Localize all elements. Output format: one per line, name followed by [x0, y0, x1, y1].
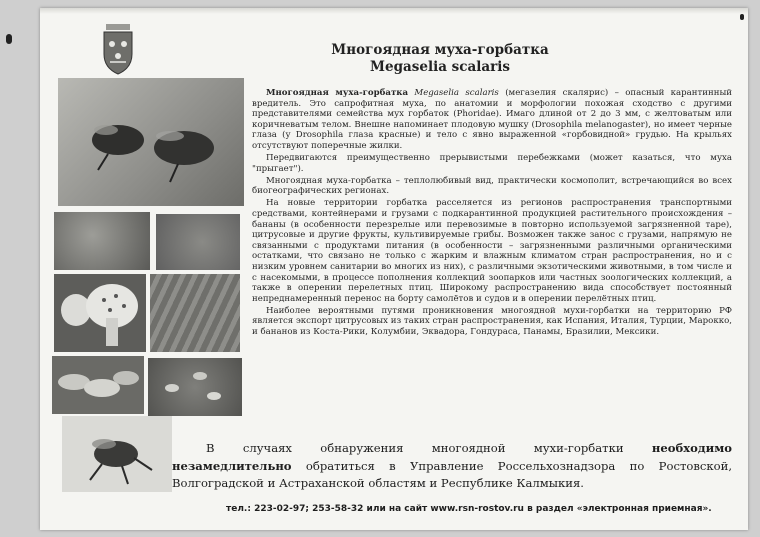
photo-larvae-close — [156, 214, 240, 270]
photo-pupae-scattered — [148, 358, 242, 416]
paragraph-intro — [252, 88, 732, 152]
alert-emphasis: необходимо незамедлительно — [172, 441, 733, 473]
intro-text: (мегазелия скалярис) – опасный карантинный вредитель. Это сапрофитная муха, по анатомии и морфологии похожая сходство с другими представителями семейства мух горбаток (Phoridae). Имаго длиной от 2 до 3 мм, с желтоватым или коричневатым телом. Внешне напоминает плодовую мушку (Drosophila melanogaster), но имеет черные глаза (у Drosophila глаза красные) и тело с явно выраженной «горбовидной» грудью. На крыльях отсутствуют поперечные жилки. — [252, 88, 733, 151]
document-page — [40, 8, 748, 530]
title-latin: Megaselia scalaris — [370, 59, 510, 75]
photo-pupae-cluster — [52, 356, 144, 414]
lead-latin: Megaselia scalaris — [414, 88, 499, 98]
scan-edge — [40, 8, 748, 14]
photo-wood-texture — [150, 274, 240, 352]
page-title — [270, 42, 610, 76]
photo-larvae-dark — [54, 212, 150, 270]
paragraph-routes: Наиболее вероятными путями проникновения многоядной мухи-горбатки на территорию РФ является экспорт цитрусовых из таких стран распространения, как Испания, Италия, Турции, Марокко, и бананов из Коста-Рики, Колумбии, Эквадора, Гондураса, Панамы, Бразилии, Мексики. — [252, 305, 732, 338]
alert-part1: В случаях обнаружения многоядной мухи-горбатки — [206, 441, 624, 455]
photo-mushrooms — [54, 274, 146, 352]
scan-speck — [6, 34, 12, 44]
paragraph-movement: Передвигаются преимущественно прерывистыми перебежками (может казаться, что муха "прыгает"). — [252, 153, 732, 174]
main-text — [252, 88, 732, 440]
agency-emblem-icon — [98, 22, 138, 78]
paragraph-habitat: Многоядная муха-горбатка – теплолюбивый вид, практически космополит, встречающийся во всех биогеографических регионах. — [252, 175, 732, 197]
alert-part2: обратиться в Управление Россельхознадзора по Ростовской, Волгоградской и Астраханской областям и Республике Калмыкия. — [172, 458, 732, 490]
lead-term: Многоядная муха-горбатка — [266, 88, 409, 98]
photo-flies-on-surface — [58, 78, 244, 206]
paragraph-spread: На новые территории горбатка расселяется из регионов распространения транспортными средствами, контейнерами и грузами с подкарантинной продукцией растительного происхождения – бананы (в особенности перезрелые или перевозимые в повторно используемой загрязненной таре), цитрусовые и другие фрукты, культивируемые грибы. Возможен также занос с грузами, напрямую не связанными с продуктами питания (в особенности – загрязненными различными органическими остатками, что связано не только с жарким и влажным климатом стран распространения, но и с низким уровнем санитарии во многих из них), с различными экзотическими животными, в том числе и с насекомыми, в процессе пополнения коллекций зоопарков или частных зоологических коллекций, а также в оперении перелетных птиц. Широкому распространению вида способствует постоянный непреднамеренный перенос на борту самолётов и судов и в оперении перелётных птиц. — [252, 198, 732, 304]
scan-speck — [740, 14, 744, 20]
contact-footer: тел.: 223-02-97; 253-58-32 или на сайт www.rsn-rostov.ru в раздел «электронная приемная». — [226, 504, 712, 514]
title-russian: Многоядная муха-горбатка — [331, 42, 549, 58]
photo-single-fly — [62, 416, 172, 492]
alert-notice — [172, 440, 732, 493]
